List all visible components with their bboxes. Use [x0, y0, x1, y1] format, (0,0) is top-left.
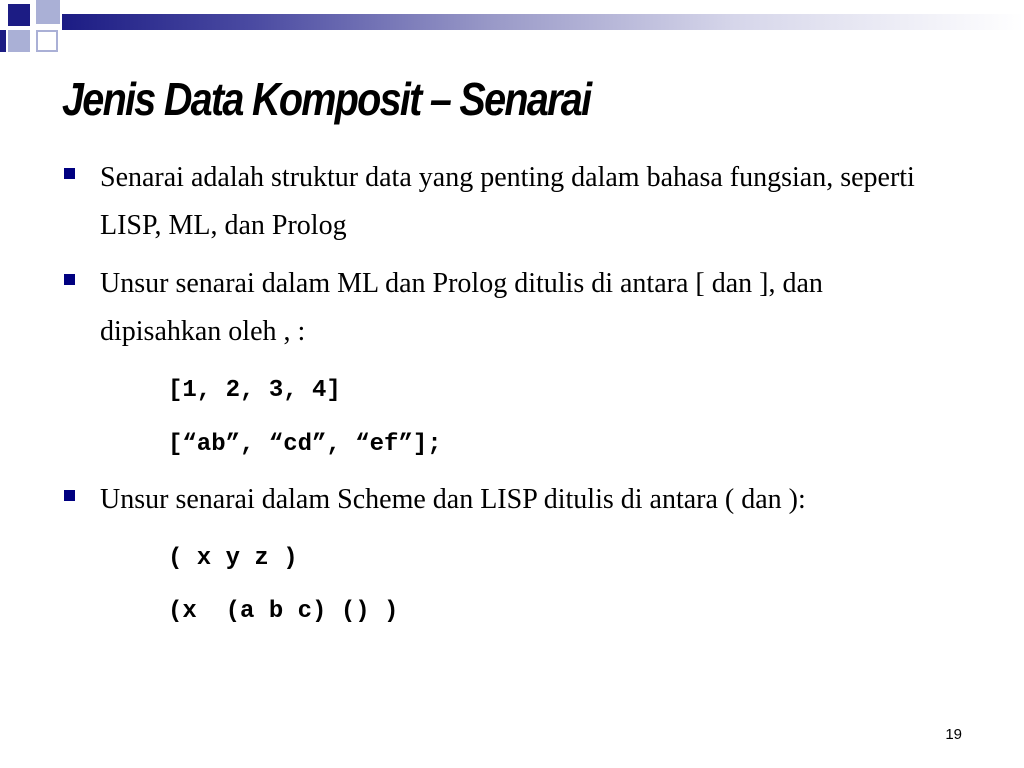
bullet-item: [64, 476, 944, 524]
decor-square-light: [8, 30, 30, 52]
bullet-text: Unsur senarai dalam Scheme dan LISP ditulis di antara ( dan ):: [100, 484, 806, 515]
page-number: 19: [945, 726, 962, 743]
decor-square-outline: [36, 30, 58, 52]
code-line: [1, 2, 3, 4]: [168, 377, 341, 404]
code-line: ( x y z ): [168, 545, 298, 572]
decor-square-dark: [0, 30, 6, 52]
header-gradient-bar: [62, 14, 1024, 30]
code-line: (x (a b c) () ): [168, 598, 399, 625]
bullet-text: Unsur senarai dalam ML dan Prolog ditulis di antara [ dan ], dan dipisahkan oleh , :: [100, 268, 823, 347]
square-bullet-icon: [64, 490, 75, 501]
decor-square-dark: [8, 4, 30, 26]
slide-title: Jenis Data Komposit – Senarai: [62, 73, 591, 125]
bullet-item: [64, 260, 944, 356]
code-line: [“ab”, “cd”, “ef”];: [168, 431, 442, 458]
square-bullet-icon: [64, 168, 75, 179]
header-decoration: [0, 0, 80, 64]
decor-square-light: [36, 0, 60, 24]
bullet-text: Senarai adalah struktur data yang penting dalam bahasa fungsian, seperti LISP, ML, dan Prolog: [100, 162, 915, 241]
bullet-item: [64, 154, 944, 250]
square-bullet-icon: [64, 274, 75, 285]
